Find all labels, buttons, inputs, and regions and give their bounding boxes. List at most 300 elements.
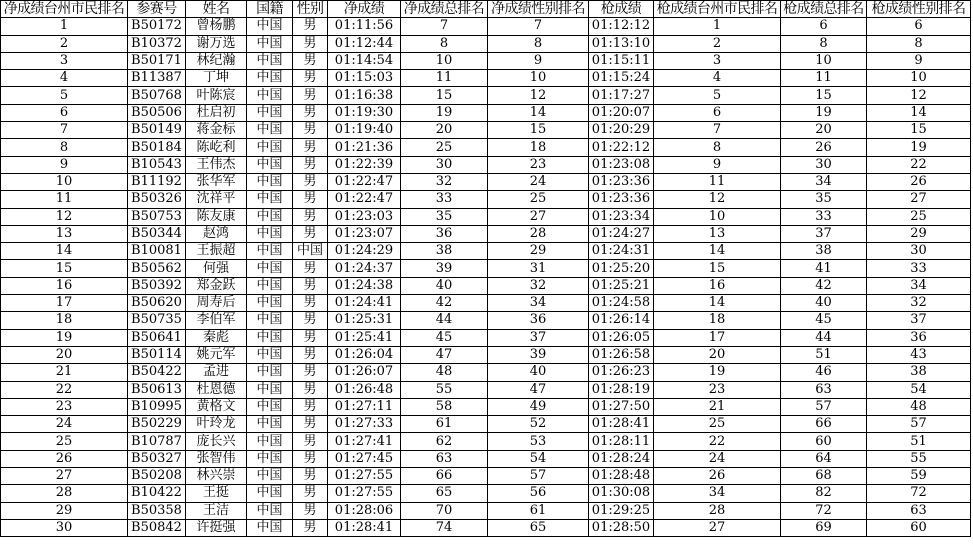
cell-net-overall-rank: 10 [401, 52, 488, 69]
cell-local-net-rank: 4 [1, 70, 128, 87]
cell-gun-overall-rank: 60 [781, 433, 867, 450]
cell-net-time: 01:14:54 [328, 52, 401, 69]
cell-gun-overall-rank: 51 [781, 346, 867, 363]
cell-net-time: 01:22:39 [328, 156, 401, 173]
cell-gun-overall-rank: 41 [781, 260, 867, 277]
cell-local-gun-rank: 1 [654, 18, 781, 35]
cell-gun-overall-rank: 19 [781, 104, 867, 121]
cell-bib: B11387 [128, 70, 186, 87]
cell-nationality: 中国 [247, 35, 293, 52]
cell-gender: 男 [293, 139, 328, 156]
table-row [1, 52, 971, 69]
cell-nationality: 中国 [247, 70, 293, 87]
cell-net-time: 01:27:55 [328, 485, 401, 502]
cell-bib: B10543 [128, 156, 186, 173]
cell-nationality: 中国 [247, 156, 293, 173]
cell-gun-gender-rank: 43 [867, 346, 971, 363]
cell-bib: B50326 [128, 191, 186, 208]
table-row [1, 346, 971, 363]
cell-net-time: 01:19:30 [328, 104, 401, 121]
col-header-net-gender-rank: 净成绩性别排名 [488, 1, 589, 18]
cell-net-overall-rank: 40 [401, 277, 488, 294]
table-row [1, 433, 971, 450]
table-row [1, 104, 971, 121]
cell-net-overall-rank: 65 [401, 485, 488, 502]
cell-bib: B50358 [128, 502, 186, 519]
cell-gun-gender-rank: 55 [867, 450, 971, 467]
cell-gender: 男 [293, 156, 328, 173]
cell-net-gender-rank: 8 [488, 35, 589, 52]
cell-local-gun-rank: 17 [654, 329, 781, 346]
cell-gun-overall-rank: 46 [781, 364, 867, 381]
cell-gun-time: 01:15:24 [589, 70, 654, 87]
cell-gun-gender-rank: 34 [867, 277, 971, 294]
col-header-gun-overall-rank: 枪成绩总排名 [781, 1, 867, 18]
cell-bib: B10787 [128, 433, 186, 450]
cell-gender: 男 [293, 381, 328, 398]
cell-gun-time: 01:15:11 [589, 52, 654, 69]
cell-net-overall-rank: 39 [401, 260, 488, 277]
cell-gun-overall-rank: 10 [781, 52, 867, 69]
cell-net-time: 01:24:37 [328, 260, 401, 277]
cell-name: 沈祥平 [186, 191, 247, 208]
cell-local-net-rank: 8 [1, 139, 128, 156]
cell-nationality: 中国 [247, 87, 293, 104]
cell-local-net-rank: 14 [1, 243, 128, 260]
col-header-bib: 参赛号 [128, 1, 186, 18]
cell-net-overall-rank: 25 [401, 139, 488, 156]
cell-local-gun-rank: 7 [654, 122, 781, 139]
cell-gun-gender-rank: 9 [867, 52, 971, 69]
cell-nationality: 中国 [247, 433, 293, 450]
cell-gender: 男 [293, 122, 328, 139]
cell-gun-overall-rank: 34 [781, 173, 867, 190]
cell-net-gender-rank: 40 [488, 364, 589, 381]
cell-local-gun-rank: 4 [654, 70, 781, 87]
cell-gun-gender-rank: 72 [867, 485, 971, 502]
cell-gender: 男 [293, 416, 328, 433]
cell-local-gun-rank: 11 [654, 173, 781, 190]
cell-net-overall-rank: 30 [401, 156, 488, 173]
cell-gun-gender-rank: 38 [867, 364, 971, 381]
cell-gun-gender-rank: 6 [867, 18, 971, 35]
cell-net-gender-rank: 49 [488, 398, 589, 415]
cell-net-overall-rank: 48 [401, 364, 488, 381]
cell-bib: B50735 [128, 312, 186, 329]
table-row [1, 122, 971, 139]
cell-net-time: 01:21:36 [328, 139, 401, 156]
cell-name: 谢万选 [186, 35, 247, 52]
cell-gun-overall-rank: 15 [781, 87, 867, 104]
cell-gun-gender-rank: 51 [867, 433, 971, 450]
cell-local-net-rank: 30 [1, 519, 128, 536]
cell-name: 陈友康 [186, 208, 247, 225]
cell-gun-overall-rank: 57 [781, 398, 867, 415]
cell-gun-gender-rank: 33 [867, 260, 971, 277]
cell-net-time: 01:19:40 [328, 122, 401, 139]
cell-local-gun-rank: 13 [654, 225, 781, 242]
cell-gun-gender-rank: 32 [867, 295, 971, 312]
cell-net-gender-rank: 27 [488, 208, 589, 225]
table-row [1, 398, 971, 415]
cell-gun-overall-rank: 30 [781, 156, 867, 173]
cell-net-overall-rank: 47 [401, 346, 488, 363]
cell-net-gender-rank: 39 [488, 346, 589, 363]
cell-bib: B50768 [128, 87, 186, 104]
cell-gender: 男 [293, 329, 328, 346]
cell-bib: B50114 [128, 346, 186, 363]
cell-net-overall-rank: 38 [401, 243, 488, 260]
cell-gun-time: 01:28:48 [589, 468, 654, 485]
cell-net-overall-rank: 61 [401, 416, 488, 433]
cell-gun-time: 01:28:41 [589, 416, 654, 433]
cell-name: 王伟杰 [186, 156, 247, 173]
cell-gun-overall-rank: 33 [781, 208, 867, 225]
cell-gun-time: 01:13:10 [589, 35, 654, 52]
table-row [1, 70, 971, 87]
cell-net-overall-rank: 32 [401, 173, 488, 190]
cell-name: 姚元军 [186, 346, 247, 363]
cell-local-net-rank: 10 [1, 173, 128, 190]
cell-gun-overall-rank: 44 [781, 329, 867, 346]
cell-gun-time: 01:26:05 [589, 329, 654, 346]
cell-nationality: 中国 [247, 416, 293, 433]
cell-local-net-rank: 12 [1, 208, 128, 225]
cell-gun-overall-rank: 6 [781, 18, 867, 35]
cell-nationality: 中国 [247, 346, 293, 363]
cell-nationality: 中国 [247, 519, 293, 536]
cell-nationality: 中国 [247, 312, 293, 329]
cell-local-gun-rank: 12 [654, 191, 781, 208]
cell-gun-gender-rank: 29 [867, 225, 971, 242]
cell-gun-gender-rank: 14 [867, 104, 971, 121]
cell-nationality: 中国 [247, 18, 293, 35]
cell-net-time: 01:25:41 [328, 329, 401, 346]
cell-local-gun-rank: 25 [654, 416, 781, 433]
cell-gun-time: 01:27:50 [589, 398, 654, 415]
cell-bib: B50562 [128, 260, 186, 277]
table-row [1, 312, 971, 329]
cell-gun-time: 01:23:36 [589, 191, 654, 208]
cell-gender: 中国 [293, 243, 328, 260]
header-row [1, 1, 971, 18]
cell-local-net-rank: 11 [1, 191, 128, 208]
cell-nationality: 中国 [247, 191, 293, 208]
cell-name: 丁坤 [186, 70, 247, 87]
cell-gender: 男 [293, 346, 328, 363]
cell-net-gender-rank: 57 [488, 468, 589, 485]
cell-net-time: 01:12:44 [328, 35, 401, 52]
cell-name: 孟进 [186, 364, 247, 381]
cell-bib: B10422 [128, 485, 186, 502]
cell-local-net-rank: 3 [1, 52, 128, 69]
cell-net-time: 01:16:38 [328, 87, 401, 104]
cell-net-overall-rank: 15 [401, 87, 488, 104]
cell-net-gender-rank: 53 [488, 433, 589, 450]
cell-gun-time: 01:25:21 [589, 277, 654, 294]
cell-net-gender-rank: 56 [488, 485, 589, 502]
cell-gun-gender-rank: 19 [867, 139, 971, 156]
cell-net-overall-rank: 42 [401, 295, 488, 312]
cell-gun-gender-rank: 12 [867, 87, 971, 104]
cell-nationality: 中国 [247, 225, 293, 242]
table-row [1, 260, 971, 277]
cell-local-net-rank: 28 [1, 485, 128, 502]
cell-gender: 男 [293, 468, 328, 485]
cell-net-time: 01:22:47 [328, 173, 401, 190]
cell-gun-overall-rank: 64 [781, 450, 867, 467]
cell-gender: 男 [293, 485, 328, 502]
col-header-nationality: 国籍 [247, 1, 293, 18]
cell-local-net-rank: 25 [1, 433, 128, 450]
cell-net-gender-rank: 23 [488, 156, 589, 173]
table-row [1, 502, 971, 519]
cell-local-gun-rank: 24 [654, 450, 781, 467]
cell-local-gun-rank: 21 [654, 398, 781, 415]
cell-net-gender-rank: 10 [488, 70, 589, 87]
cell-net-gender-rank: 65 [488, 519, 589, 536]
cell-gun-time: 01:26:14 [589, 312, 654, 329]
cell-local-gun-rank: 10 [654, 208, 781, 225]
cell-local-net-rank: 21 [1, 364, 128, 381]
cell-nationality: 中国 [247, 122, 293, 139]
table-row [1, 381, 971, 398]
col-header-local-net-rank: 净成绩台州市民排名 [1, 1, 128, 18]
cell-gun-gender-rank: 60 [867, 519, 971, 536]
cell-name: 庞长兴 [186, 433, 247, 450]
cell-net-gender-rank: 7 [488, 18, 589, 35]
cell-gun-gender-rank: 57 [867, 416, 971, 433]
cell-net-time: 01:26:48 [328, 381, 401, 398]
cell-gun-gender-rank: 26 [867, 173, 971, 190]
cell-name: 许挺强 [186, 519, 247, 536]
cell-net-gender-rank: 47 [488, 381, 589, 398]
cell-bib: B50172 [128, 18, 186, 35]
cell-bib: B50422 [128, 364, 186, 381]
cell-gender: 男 [293, 87, 328, 104]
cell-net-time: 01:26:04 [328, 346, 401, 363]
cell-bib: B50229 [128, 416, 186, 433]
cell-gun-time: 01:24:27 [589, 225, 654, 242]
cell-net-time: 01:28:06 [328, 502, 401, 519]
cell-net-gender-rank: 14 [488, 104, 589, 121]
cell-net-overall-rank: 58 [401, 398, 488, 415]
cell-nationality: 中国 [247, 104, 293, 121]
cell-local-gun-rank: 28 [654, 502, 781, 519]
cell-gun-overall-rank: 8 [781, 35, 867, 52]
cell-net-gender-rank: 18 [488, 139, 589, 156]
cell-nationality: 中国 [247, 381, 293, 398]
cell-net-overall-rank: 44 [401, 312, 488, 329]
cell-gun-overall-rank: 20 [781, 122, 867, 139]
cell-net-gender-rank: 37 [488, 329, 589, 346]
cell-name: 王洁 [186, 502, 247, 519]
cell-gun-time: 01:30:08 [589, 485, 654, 502]
cell-local-gun-rank: 9 [654, 156, 781, 173]
cell-net-gender-rank: 9 [488, 52, 589, 69]
cell-gender: 男 [293, 502, 328, 519]
cell-gun-time: 01:24:31 [589, 243, 654, 260]
cell-net-time: 01:24:38 [328, 277, 401, 294]
cell-local-net-rank: 2 [1, 35, 128, 52]
cell-bib: B50392 [128, 277, 186, 294]
cell-net-overall-rank: 74 [401, 519, 488, 536]
cell-local-gun-rank: 14 [654, 295, 781, 312]
cell-gender: 男 [293, 35, 328, 52]
cell-bib: B50842 [128, 519, 186, 536]
cell-gun-overall-rank: 40 [781, 295, 867, 312]
table-row [1, 191, 971, 208]
table-header [1, 1, 971, 18]
cell-net-overall-rank: 19 [401, 104, 488, 121]
cell-name: 黄格文 [186, 398, 247, 415]
table-row [1, 243, 971, 260]
cell-gun-gender-rank: 63 [867, 502, 971, 519]
cell-bib: B11192 [128, 173, 186, 190]
table-row [1, 416, 971, 433]
cell-gun-time: 01:22:12 [589, 139, 654, 156]
table-row [1, 364, 971, 381]
cell-nationality: 中国 [247, 243, 293, 260]
cell-name: 叶玲龙 [186, 416, 247, 433]
cell-gun-time: 01:12:12 [589, 18, 654, 35]
cell-gun-overall-rank: 11 [781, 70, 867, 87]
cell-net-gender-rank: 12 [488, 87, 589, 104]
cell-bib: B50506 [128, 104, 186, 121]
cell-nationality: 中国 [247, 52, 293, 69]
cell-net-overall-rank: 66 [401, 468, 488, 485]
cell-local-net-rank: 9 [1, 156, 128, 173]
cell-gun-overall-rank: 35 [781, 191, 867, 208]
cell-nationality: 中国 [247, 364, 293, 381]
table-row [1, 87, 971, 104]
cell-gun-overall-rank: 69 [781, 519, 867, 536]
cell-net-time: 01:27:41 [328, 433, 401, 450]
cell-local-net-rank: 24 [1, 416, 128, 433]
cell-name: 杜恩德 [186, 381, 247, 398]
col-header-name: 姓名 [186, 1, 247, 18]
cell-gun-overall-rank: 68 [781, 468, 867, 485]
cell-gender: 男 [293, 450, 328, 467]
table-row [1, 519, 971, 536]
cell-local-net-rank: 26 [1, 450, 128, 467]
cell-gun-time: 01:24:58 [589, 295, 654, 312]
cell-net-time: 01:27:11 [328, 398, 401, 415]
cell-local-gun-rank: 34 [654, 485, 781, 502]
cell-nationality: 中国 [247, 485, 293, 502]
table-row [1, 277, 971, 294]
cell-net-gender-rank: 24 [488, 173, 589, 190]
table-row [1, 485, 971, 502]
cell-local-gun-rank: 19 [654, 364, 781, 381]
cell-gun-gender-rank: 10 [867, 70, 971, 87]
cell-net-time: 01:27:45 [328, 450, 401, 467]
cell-name: 赵鸿 [186, 225, 247, 242]
cell-net-time: 01:28:41 [328, 519, 401, 536]
cell-gender: 男 [293, 225, 328, 242]
col-header-gun-gender-rank: 枪成绩性别排名 [867, 1, 971, 18]
cell-name: 张华军 [186, 173, 247, 190]
cell-gender: 男 [293, 277, 328, 294]
cell-local-gun-rank: 26 [654, 468, 781, 485]
cell-net-overall-rank: 33 [401, 191, 488, 208]
cell-net-overall-rank: 35 [401, 208, 488, 225]
cell-gun-gender-rank: 36 [867, 329, 971, 346]
cell-gun-time: 01:29:25 [589, 502, 654, 519]
cell-gun-overall-rank: 38 [781, 243, 867, 260]
table-row [1, 468, 971, 485]
cell-name: 叶陈宸 [186, 87, 247, 104]
cell-nationality: 中国 [247, 450, 293, 467]
cell-local-gun-rank: 23 [654, 381, 781, 398]
cell-nationality: 中国 [247, 295, 293, 312]
cell-gun-time: 01:25:20 [589, 260, 654, 277]
cell-gender: 男 [293, 191, 328, 208]
cell-net-overall-rank: 11 [401, 70, 488, 87]
cell-bib: B50753 [128, 208, 186, 225]
cell-gender: 男 [293, 70, 328, 87]
cell-net-time: 01:22:47 [328, 191, 401, 208]
cell-local-net-rank: 18 [1, 312, 128, 329]
cell-local-gun-rank: 6 [654, 104, 781, 121]
table-row [1, 173, 971, 190]
cell-net-time: 01:27:55 [328, 468, 401, 485]
cell-nationality: 中国 [247, 173, 293, 190]
cell-bib: B50613 [128, 381, 186, 398]
cell-name: 王振超 [186, 243, 247, 260]
table-row [1, 450, 971, 467]
cell-name: 周寿后 [186, 295, 247, 312]
cell-local-net-rank: 6 [1, 104, 128, 121]
cell-gun-time: 01:28:19 [589, 381, 654, 398]
cell-local-net-rank: 20 [1, 346, 128, 363]
cell-local-net-rank: 19 [1, 329, 128, 346]
cell-local-net-rank: 7 [1, 122, 128, 139]
cell-gun-gender-rank: 48 [867, 398, 971, 415]
cell-gun-gender-rank: 27 [867, 191, 971, 208]
cell-name: 何强 [186, 260, 247, 277]
col-header-gun-time: 枪成绩 [589, 1, 654, 18]
cell-net-overall-rank: 55 [401, 381, 488, 398]
cell-gun-overall-rank: 82 [781, 485, 867, 502]
cell-gun-time: 01:28:50 [589, 519, 654, 536]
cell-nationality: 中国 [247, 329, 293, 346]
cell-nationality: 中国 [247, 277, 293, 294]
cell-net-gender-rank: 31 [488, 260, 589, 277]
cell-name: 秦彪 [186, 329, 247, 346]
cell-nationality: 中国 [247, 502, 293, 519]
cell-local-net-rank: 15 [1, 260, 128, 277]
cell-net-time: 01:26:07 [328, 364, 401, 381]
cell-gun-time: 01:23:36 [589, 173, 654, 190]
cell-net-gender-rank: 15 [488, 122, 589, 139]
cell-gender: 男 [293, 398, 328, 415]
cell-net-overall-rank: 36 [401, 225, 488, 242]
cell-nationality: 中国 [247, 139, 293, 156]
cell-net-overall-rank: 20 [401, 122, 488, 139]
cell-nationality: 中国 [247, 468, 293, 485]
cell-net-time: 01:23:03 [328, 208, 401, 225]
cell-local-net-rank: 27 [1, 468, 128, 485]
cell-gun-gender-rank: 37 [867, 312, 971, 329]
cell-gun-overall-rank: 37 [781, 225, 867, 242]
cell-nationality: 中国 [247, 260, 293, 277]
table-row [1, 139, 971, 156]
cell-gun-gender-rank: 54 [867, 381, 971, 398]
cell-gun-overall-rank: 63 [781, 381, 867, 398]
col-header-net-overall-rank: 净成绩总排名 [401, 1, 488, 18]
cell-gun-overall-rank: 45 [781, 312, 867, 329]
